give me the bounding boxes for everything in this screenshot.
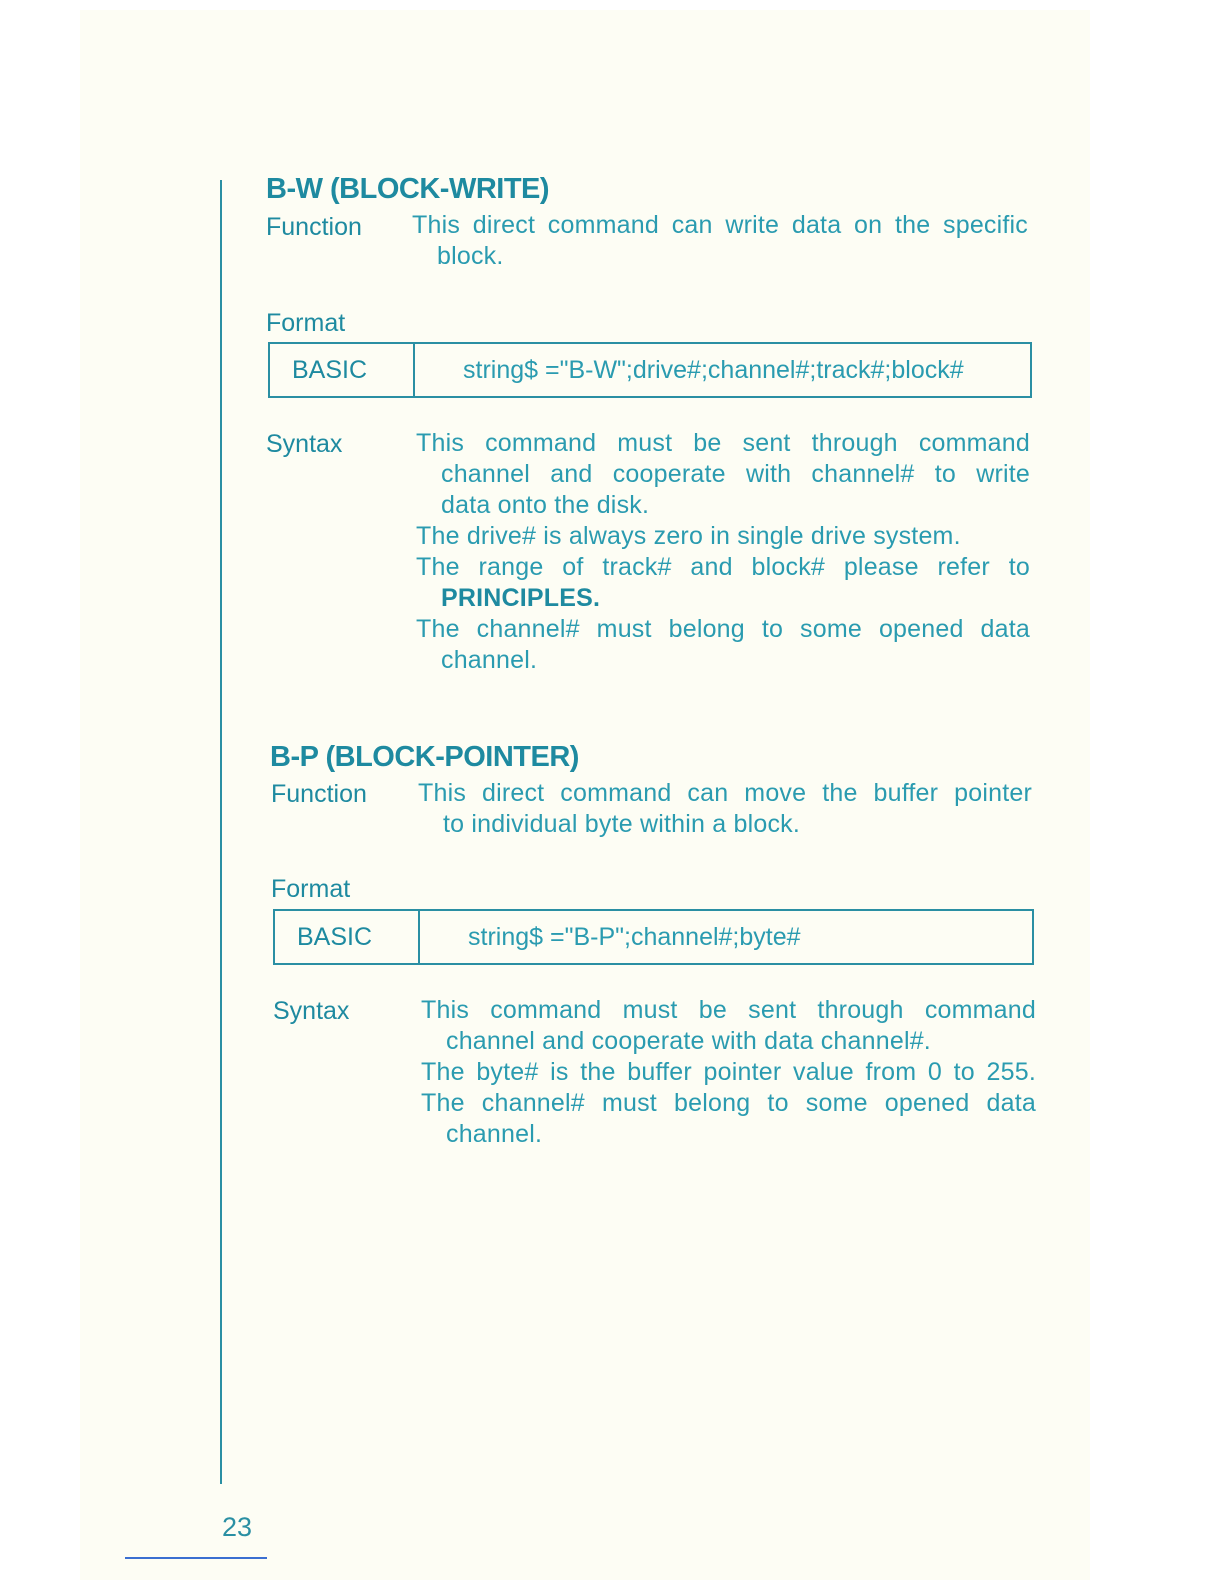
syntax-line: channel.	[441, 646, 538, 674]
format-code: string$ ="B-W";drive#;channel#;track#;block#	[463, 355, 964, 384]
syntax-line: This command must be sent through command	[416, 429, 1030, 457]
syntax-line: The drive# is always zero in single drive system.	[416, 522, 961, 550]
syntax-line: channel.	[446, 1120, 543, 1148]
function-label: Function	[266, 213, 362, 241]
syntax-line: The byte# is the buffer pointer value from 0 to 255.	[421, 1058, 1036, 1086]
syntax-line: The channel# must belong to some opened data	[421, 1089, 1036, 1117]
syntax-line: channel and cooperate with channel# to write	[441, 460, 1030, 488]
section-heading: B-W (BLOCK-WRITE)	[266, 173, 550, 205]
function-line: This direct command can write data on the specific	[412, 211, 1028, 239]
syntax-line: The range of track# and block# please refer to	[416, 553, 1030, 581]
margin-rule	[220, 180, 222, 1484]
syntax-line: This command must be sent through command	[421, 996, 1036, 1024]
section-heading: B-P (BLOCK-POINTER)	[270, 741, 579, 773]
page-number: 23	[222, 1512, 253, 1542]
format-box	[268, 342, 1032, 398]
function-text	[418, 778, 1032, 840]
function-line: to individual byte within a block.	[443, 810, 800, 838]
syntax-line: The channel# must belong to some opened data	[416, 615, 1030, 643]
syntax-line: PRINCIPLES.	[441, 584, 601, 612]
function-line: block.	[437, 242, 504, 270]
format-label: Format	[271, 875, 351, 903]
syntax-line: data onto the disk.	[441, 491, 650, 519]
format-language: BASIC	[270, 344, 415, 396]
syntax-text	[421, 995, 1036, 1150]
function-line: This direct command can move the buffer pointer	[418, 779, 1032, 807]
format-code: string$ ="B-P";channel#;byte#	[468, 922, 801, 951]
syntax-label: Syntax	[266, 430, 343, 458]
format-box	[273, 909, 1034, 965]
scan-artifact-line	[125, 1557, 267, 1559]
syntax-text	[416, 428, 1030, 676]
function-label: Function	[271, 780, 367, 808]
function-text	[412, 210, 1028, 272]
format-language: BASIC	[275, 911, 420, 963]
syntax-line: channel and cooperate with data channel#.	[446, 1027, 931, 1055]
syntax-label: Syntax	[273, 997, 350, 1025]
format-label: Format	[266, 309, 346, 337]
